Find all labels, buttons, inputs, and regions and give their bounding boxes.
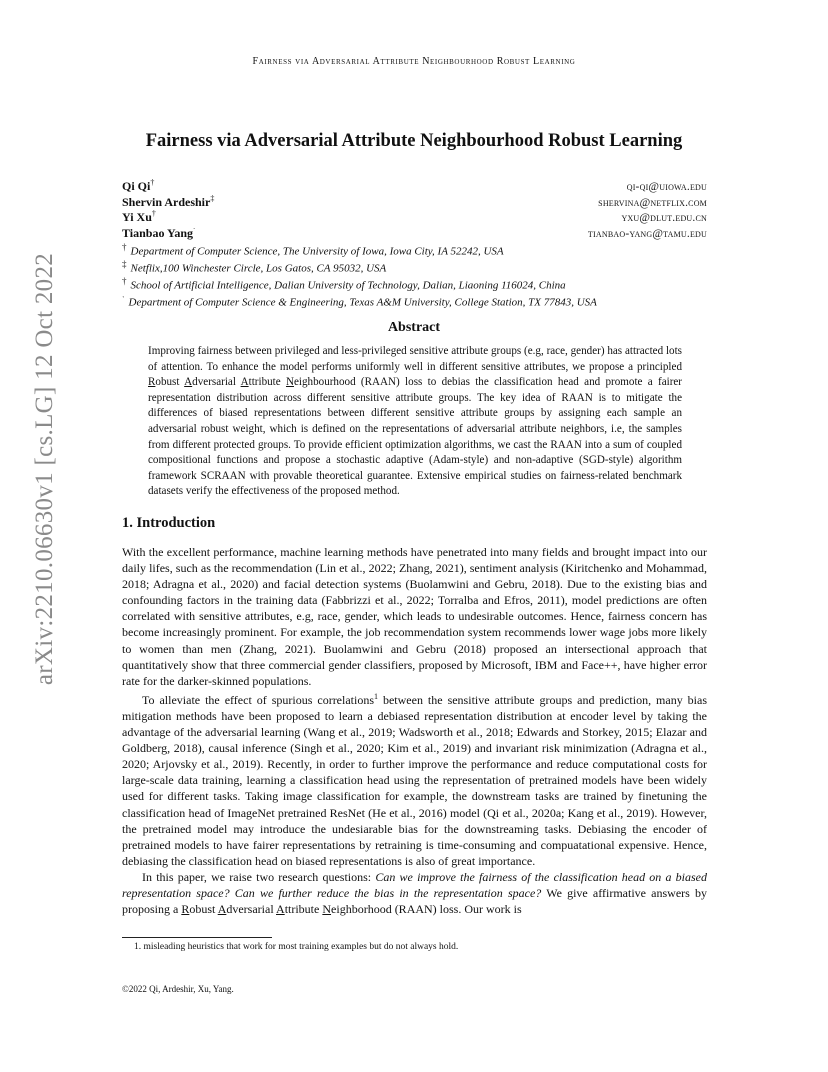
- footnote-marker: 1: [374, 691, 379, 701]
- author-email: shervina@netflix.com: [598, 196, 707, 209]
- paragraph: To alleviate the effect of spurious correlations$^1$ between the sensitive attribute groups and prediction, many bias mitigation methods have been proposed to learn a debiased representation distribution at encoder level by taking the advantage of the adversarial learning (Wang et al., 2019; Wadsworth et al., 2018; Edwards and Storkey, 2015; Elazar and Goldberg, 2018), causal inference (Singh et al., 2020; Kim et al., 2019) and invariant risk minimization (Adragna et al., 2020; Arjovsky et al., 2019). Recently, in order to further improve the performance and reduce computational costs for large-scale data training, learning a classification head using the representation of pretrained models have been widely used for different tasks. Taking image classification for example, the downstream tasks are trained by finetuning the classification head of ImageNet pretrained ResNet (He et al., 2016) model (Qi et al., 2020a; Kang et al., 2019). However, the pretrained model may introduce the undesiarable bias for the downstreaming tasks. Debiasing the encoder of pretrained models to have fairer representations by retraining is time-consuming and compuatational expensive. Hence, debiasing the classification head on biased representations is also of great importance.: [122, 691, 707, 868]
- copyright: ©2022 Qi, Ardeshir, Xu, Yang.: [122, 984, 234, 994]
- paragraph: With the excellent performance, machine learning methods have penetrated into many fields and brought impact into our daily lifes, such as the recommendation (Lin et al., 2022; Zhang, 2021), sentiment analysis (Kiritchenko and Mohammad, 2018; Adragna et al., 2020) and facial detection systems (Buolamwini and Gebru, 2018). Due to the existing bias and confounding factors in the training data (Fabbrizzi et al., 2022; Torralba and Efros, 2011), model predictions are often correlated with sensitive attributes, e.g, race, gender, which leads to undesirable outcomes. Hence, fairness concern has become increasingly prominent. For example, the job recommendation system recommends lower wage jobs more likely to women than men (Zhang, 2021). Buolamwini and Gebru (2018) proposed an intersectional approach that quantitatively show that three commercial gender classifiers, proposed by Microsoft, IBM and Face++, have higher error rate for the darker-skinned populations.: [122, 545, 707, 688]
- author-email: yxu@dlut.edu.cn: [621, 212, 707, 225]
- author-row: [122, 225, 707, 241]
- author-row: [122, 194, 707, 210]
- affiliation: † Department of Computer Science, The University of Iowa, Iowa City, IA 52242, USA: [122, 242, 504, 259]
- footnote: 1. misleading heuristics that work for most training examples but do not always hold.: [134, 942, 459, 952]
- author-block: [122, 178, 707, 310]
- arxiv-stamp: arXiv:2210.06630v1 [cs.LG] 12 Oct 2022: [31, 252, 58, 686]
- author-email: tianbao-yang@tamu.edu: [587, 227, 707, 240]
- intro-body: [122, 544, 707, 917]
- author-name: Tianbao Yang$^ˑ$: [122, 224, 196, 240]
- author-name: Shervin Ardeshir‡: [122, 193, 215, 209]
- section-heading: 1. Introduction: [122, 515, 216, 531]
- research-questions: Can we improve the fairness of the classification head on a biased representation space? Can we further reduce the bias in the representation space?: [122, 869, 708, 900]
- paper-title: Fairness via Adversarial Attribute Neighbourhood Robust Learning: [145, 131, 683, 151]
- footnote-rule: [122, 937, 272, 938]
- author-name: Qi Qi†: [122, 178, 155, 193]
- paragraph: In this paper, we raise two research questions: Can we improve the fairness of the classification head on a biased representation space? Can we further reduce the bias in the representation space? We give affirmative answers by proposing a Robust Adversarial Attribute Neighborhood (RAAN) loss. Our work is: [122, 869, 708, 917]
- author-name: Yi Xu†: [122, 209, 156, 225]
- author-email: qi-qi@uiowa.edu: [626, 181, 707, 193]
- running-head: Fairness via Adversarial Attribute Neighbourhood Robust Learning: [252, 56, 576, 67]
- affiliation: ‡ Netflix,100 Winchester Circle, Los Gatos, CA 95032, USA: [122, 259, 387, 276]
- author-row: [122, 209, 707, 225]
- affiliation: † School of Artificial Intelligence, Dalian University of Technology, Dalian, Liaoning 116024, China: [122, 276, 566, 293]
- author-row: [122, 178, 707, 194]
- abstract-heading: Abstract: [387, 320, 441, 335]
- abstract-text: Improving fairness between privileged and less-privileged sensitive attribute groups (e.g, race, gender) has attracted lots of attention. To enhance the model performs uniformly well in different sensitive attributes, we propose a principled Robust Adversarial Attribute Neighbourhood (RAAN) loss to debias the classification head and promote a fairer representation distribution across different sensitive attribute groups. The key idea of RAAN is to mitigate the differences of biased representations between different sensitive attribute groups by assigning each sample an adversarial robust weight, which is defined on the representations of adversarial attribute neighbors, i.e, the samples from different protected groups. To provide efficient optimization algorithms, we cast the RAAN into a sum of coupled compositional functions and propose a stochastic adaptive (Adam-style) and non-adaptive (SGD-style) algorithm framework SCRAAN with provable theoretical guarantee. Extensive empirical studies on fairness-related benchmark datasets verify the effectiveness of the proposed method.: [148, 345, 683, 498]
- affiliation: $^ˑ$ Department of Computer Science & Engineering, Texas A&M University, College Station, TX 77843, USA: [122, 293, 597, 310]
